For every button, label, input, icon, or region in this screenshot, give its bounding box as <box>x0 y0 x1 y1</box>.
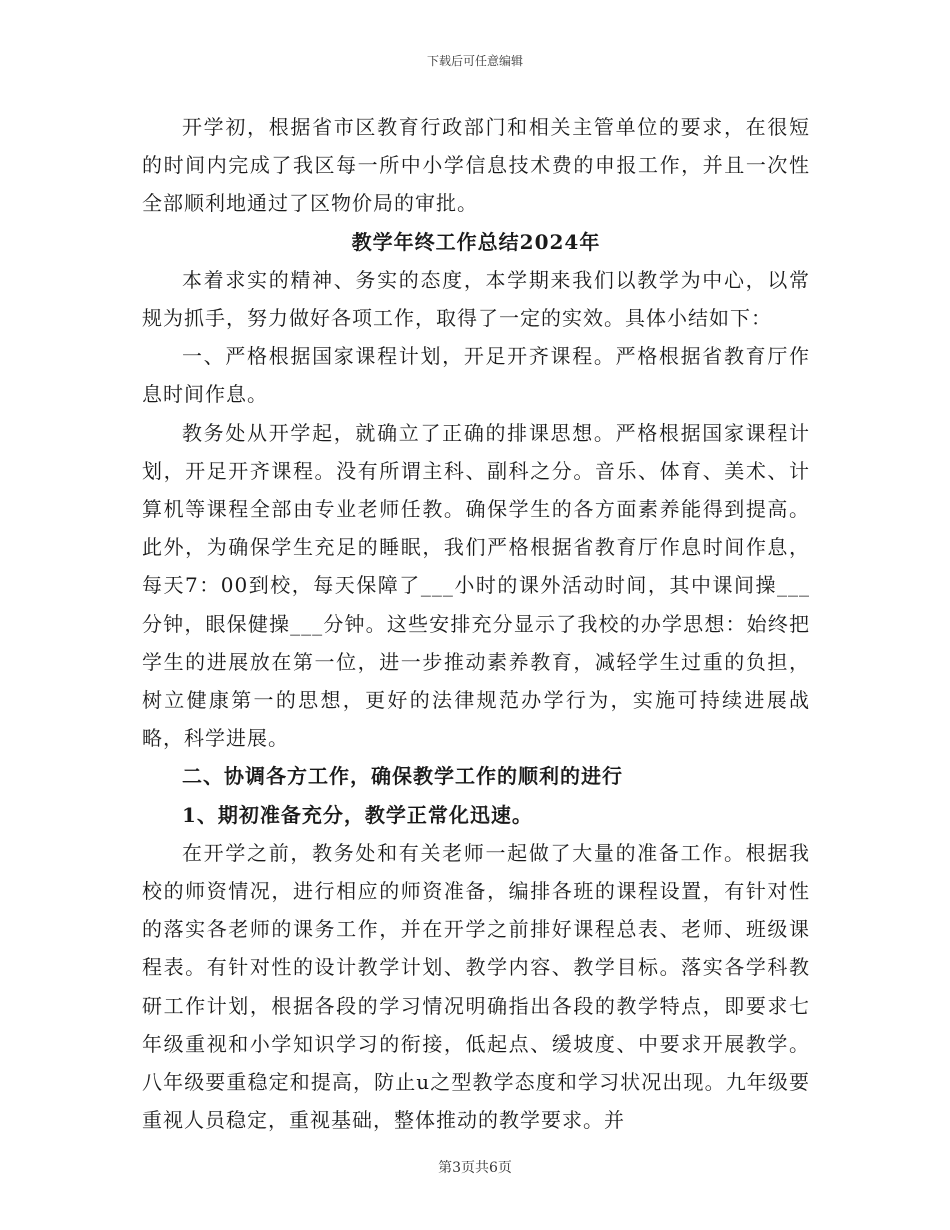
paragraph-intro: 开学初，根据省市区教育行政部门和相关主管单位的要求，在很短的时间内完成了我区每一所中小学信息技术费的申报工作，并且一次性全部顺利地通过了区物价局的审批。 <box>142 115 810 216</box>
section-heading-2: 二、协调各方工作，确保教学工作的顺利的进行 <box>182 764 623 789</box>
subsection-heading-1: 1、期初准备充分，教学正常化迅速。 <box>182 802 533 827</box>
page-header: 下载后可任意编辑 <box>426 54 523 68</box>
document-title: 教学年终工作总结2024年 <box>351 229 601 254</box>
section-heading-1: 一、严格根据国家课程计划，开足开齐课程。严格根据省教育厅作息时间作息。 <box>142 344 810 407</box>
page-footer: 第3页共6页 <box>438 1160 512 1176</box>
document-body <box>142 108 810 1139</box>
paragraph-curriculum: 教务处从开学起，就确立了正确的排课思想。严格根据国家课程计划，开足开齐课程。没有所谓主科、副科之分。音乐、体育、美术、计算机等课程全部由专业老师任教。确保学生的各方面素养能得到提高。此外，为确保学生充足的睡眠，我们严格根据省教育厅作息时间作息，每天7：00到校，每天保障了___小时的课外活动时间，其中课间操___分钟，眼保健操___分钟。这些安排充分显示了我校的办学思想：始终把学生的进展放在第一位，进一步推动素养教育，减轻学生过重的负担，树立健康第一的思想，更好的法律规范办学行为，实施可持续进展战略，科学进展。 <box>142 420 810 751</box>
paragraph-preparation: 在开学之前，教务处和有关老师一起做了大量的准备工作。根据我校的师资情况，进行相应的师资准备，编排各班的课程设置，有针对性的落实各老师的课务工作，并在开学之前排好课程总表、老师、班级课程表。有针对性的设计教学计划、教学内容、教学目标。落实各学科教研工作计划，根据各段的学习情况明确指出各段的教学特点，即要求七年级重视和小学知识学习的衔接，低起点、缓坡度、中要求开展教学。八年级要重稳定和提高，防止u之型教学态度和学习状况出现。九年级要重视人员稳定，重视基础，整体推动的教学要求。并 <box>142 840 810 1133</box>
paragraph-summary: 本着求实的精神、务实的态度，本学期来我们以教学为中心，以常规为抓手，努力做好各项工作，取得了一定的实效。具体小结如下： <box>142 267 810 331</box>
